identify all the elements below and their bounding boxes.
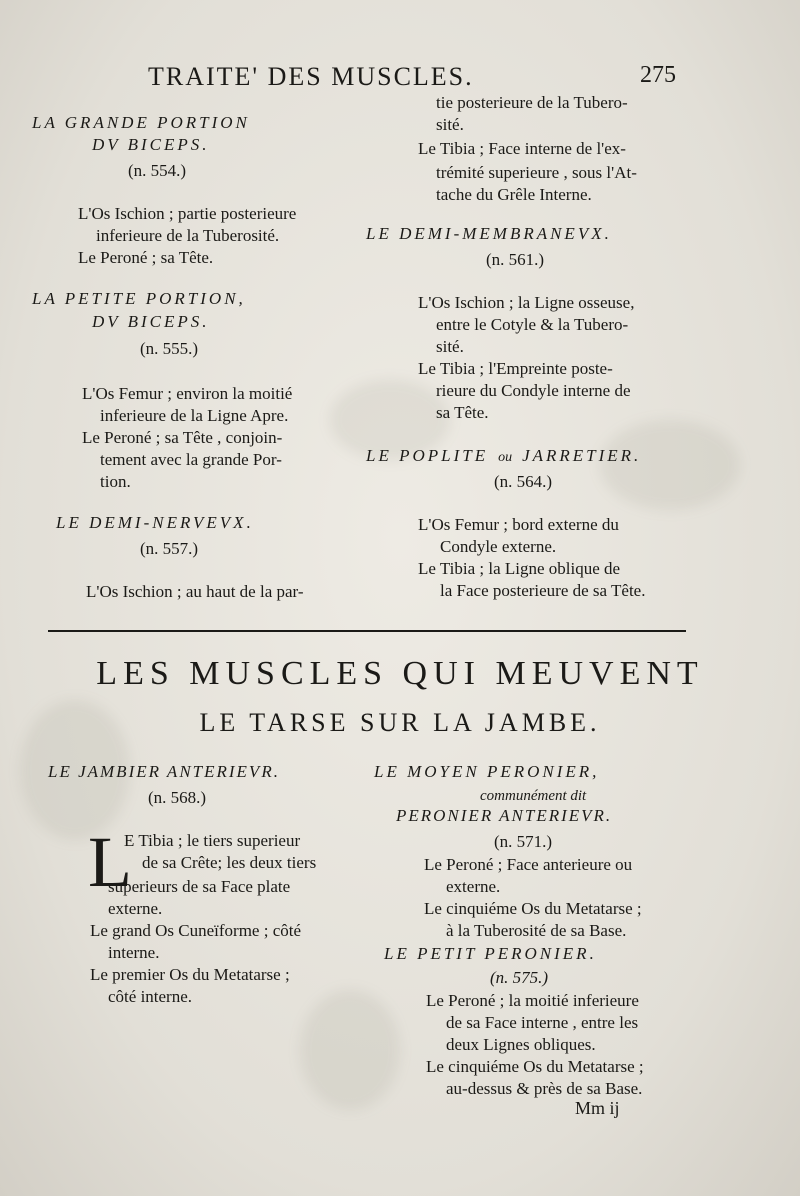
entry-line: tie posterieure de la Tubero- — [436, 93, 628, 112]
title-part: LE POPLITE — [366, 446, 489, 465]
entry-line: côté interne. — [108, 987, 193, 1006]
entry-line: L'Os Femur ; environ la moitié — [82, 384, 293, 403]
entry-title: LE JAMBIER ANTERIEVR. — [48, 762, 280, 781]
entry-line: inferieure de la Ligne Apre. — [100, 406, 289, 425]
entry-line: Le Peroné ; sa Tête , conjoin- — [82, 428, 283, 447]
entry-line: externe. — [108, 899, 163, 918]
section-title: LES MUSCLES QUI MEUVENT — [96, 655, 704, 692]
entry-line: Le premier Os du Metatarse ; — [90, 965, 290, 984]
entry-line: tion. — [100, 472, 131, 491]
entry-line: externe. — [446, 877, 501, 896]
catchword: Mm ij — [575, 1098, 620, 1118]
entry-line: rieure du Condyle interne de — [436, 381, 631, 400]
entry-title: LA GRANDE PORTION — [32, 113, 250, 132]
entry-line: Le grand Os Cuneïforme ; côté — [90, 921, 302, 940]
entry-subtitle: communément dit — [480, 788, 587, 804]
entry-title: PERONIER ANTERIEVR. — [396, 806, 613, 825]
section-rule — [48, 630, 686, 632]
entry-line: L'Os Ischion ; la Ligne osseuse, — [418, 293, 635, 312]
entry-title: LE MOYEN PERONIER, — [374, 762, 600, 781]
entry-line: L'Os Ischion ; partie posterieure — [78, 204, 297, 223]
entry-line: la Face posterieure de sa Tête. — [440, 581, 646, 600]
entry-line: interne. — [108, 943, 160, 962]
entry-line: tache du Grêle Interne. — [436, 185, 592, 204]
drop-cap: L — [88, 822, 132, 902]
running-title: TRAITE' DES MUSCLES. — [148, 62, 474, 91]
entry-title: LE PETIT PERONIER. — [384, 944, 597, 963]
entry-line: Le Peroné ; sa Tête. — [78, 248, 214, 267]
entry-line: trémité superieure , sous l'At- — [436, 163, 637, 182]
entry-title: DV BICEPS. — [92, 312, 210, 331]
entry-line: E Tibia ; le tiers superieur — [124, 831, 301, 850]
entry-title — [366, 446, 641, 466]
entry-line: de sa Face interne , entre les — [446, 1013, 639, 1032]
entry-title: DV BICEPS. — [92, 135, 210, 154]
entry-line: inferieure de la Tuberosité. — [96, 226, 280, 245]
entry-line: Le Tibia ; Face interne de l'ex- — [418, 139, 626, 158]
entry-title: LE DEMI-MEMBRANEVX. — [366, 224, 612, 243]
entry-line: sa Tête. — [436, 403, 489, 422]
entry-line: Condyle externe. — [440, 537, 557, 556]
entry-line: à la Tuberosité de sa Base. — [446, 921, 627, 940]
entry-line: Le cinquiéme Os du Metatarse ; — [424, 899, 642, 918]
entry-number: (n. 568.) — [148, 788, 207, 807]
entry-line: sité. — [436, 337, 464, 356]
entry-line: de sa Crête; les deux tiers — [142, 853, 317, 872]
entry-line: Le Peroné ; Face anterieure ou — [424, 855, 633, 874]
foxing-stain — [300, 990, 400, 1110]
entry-line: Le Peroné ; la moitié inferieure — [426, 991, 639, 1010]
page-header — [0, 60, 800, 100]
title-part: JARRETIER. — [522, 446, 642, 465]
entry-line: deux Lignes obliques. — [446, 1035, 596, 1054]
section-subtitle: LE TARSE SUR LA JAMBE. — [199, 708, 601, 737]
entry-number: (n. 561.) — [486, 250, 545, 269]
entry-line: Le Tibia ; l'Empreinte poste- — [418, 359, 613, 378]
entry-number: (n. 571.) — [494, 832, 553, 851]
entry-line: entre le Cotyle & la Tubero- — [436, 315, 629, 334]
entry-line: Le Tibia ; la Ligne oblique de — [418, 559, 621, 578]
entry-line: L'Os Ischion ; au haut de la par- — [86, 582, 304, 601]
page-number: 275 — [640, 62, 676, 88]
entry-number: (n. 575.) — [490, 968, 549, 987]
entry-line: L'Os Femur ; bord externe du — [418, 515, 619, 534]
entry-title: LA PETITE PORTION, — [32, 289, 246, 308]
entry-line: superieurs de sa Face plate — [108, 877, 291, 896]
entry-number: (n. 557.) — [140, 539, 199, 558]
entry-number: (n. 555.) — [140, 339, 199, 358]
entry-line: tement avec la grande Por- — [100, 450, 282, 469]
entry-number: (n. 564.) — [494, 472, 553, 491]
title-conjunction: ou — [498, 450, 513, 465]
entry-line: au-dessus & près de sa Base. — [446, 1079, 643, 1098]
entry-title: LE DEMI-NERVEVX. — [56, 513, 254, 532]
entry-number: (n. 554.) — [128, 161, 187, 180]
entry-line: sité. — [436, 115, 464, 134]
entry-line: Le cinquiéme Os du Metatarse ; — [426, 1057, 644, 1076]
